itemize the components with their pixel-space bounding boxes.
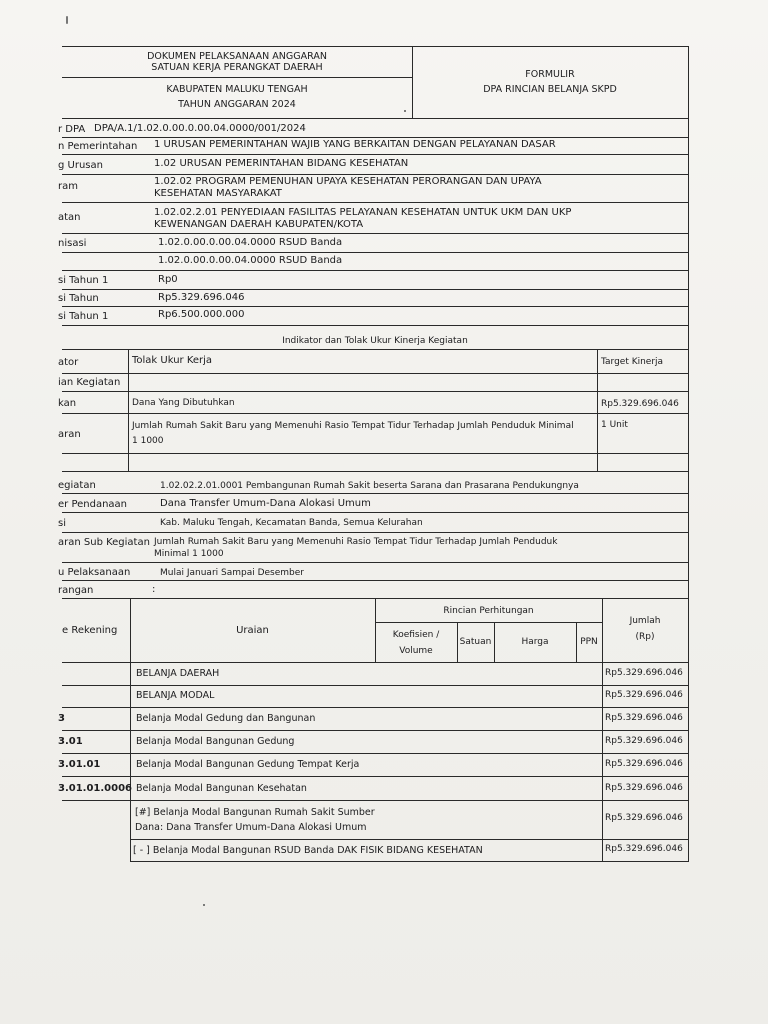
detail-row-uraian: BELANJA MODAL xyxy=(136,690,215,701)
waktu-pelaksanaan-value: Mulai Januari Sampai Desember xyxy=(160,568,304,578)
alokasi-tahun-value: Rp5.329.696.046 xyxy=(158,292,245,303)
alokasi-tahun-plus-label: si Tahun 1 xyxy=(58,311,109,322)
alokasi-tahun-minus-value: Rp0 xyxy=(158,274,178,285)
detail-row-jumlah: Rp5.329.696.046 xyxy=(605,736,683,746)
lokasi-value: Kab. Maluku Tengah, Kecamatan Banda, Semua Kelurahan xyxy=(160,518,423,528)
program-value-line1: 1.02.02 PROGRAM PEMENUHAN UPAYA KESEHATAN PERORANGAN DAN UPAYA xyxy=(154,176,542,187)
rule xyxy=(412,46,413,118)
detail-row-jumlah: Rp5.329.696.046 xyxy=(605,690,683,700)
rule xyxy=(688,325,689,471)
rule xyxy=(62,562,688,563)
rincian-col-header: Rincian Perhitungan xyxy=(443,606,534,616)
rule xyxy=(62,580,688,581)
rule xyxy=(62,753,688,754)
keluaran-tolak-ukur-line1: Jumlah Rumah Sakit Baru yang Memenuhi Rasio Tempat Tidur Terhadap Jumlah Penduduk Minimal xyxy=(132,421,574,431)
rule xyxy=(62,730,688,731)
indikator-col-header: ator xyxy=(58,357,79,368)
keluaran-sub-kegiatan-line1: Jumlah Rumah Sakit Baru yang Memenuhi Rasio Tempat Tidur Terhadap Jumlah Penduduk xyxy=(154,537,558,547)
urusan-pemerintahan-label: n Pemerintahan xyxy=(58,141,138,152)
organisasi-value: 1.02.0.00.0.00.04.0000 RSUD Banda xyxy=(158,237,343,248)
rule xyxy=(688,471,689,598)
alokasi-tahun-plus-value: Rp6.500.000.000 xyxy=(158,309,245,320)
urusan-pemerintahan-value: 1 URUSAN PEMERINTAHAN WAJIB YANG BERKAITAN DENGAN PELAYANAN DASAR xyxy=(154,139,556,150)
rule xyxy=(597,349,598,471)
rule xyxy=(62,413,688,414)
unit-value: 1.02.0.00.0.00.04.0000 RSUD Banda xyxy=(158,255,343,266)
fiscal-year: TAHUN ANGGARAN 2024 xyxy=(178,99,296,110)
form-label: FORMULIR xyxy=(525,69,575,80)
doc-title-line2: SATUAN KERJA PERANGKAT DAERAH xyxy=(151,62,323,73)
detail-row-uraian: Belanja Modal Gedung dan Bangunan xyxy=(136,713,316,724)
rule xyxy=(62,306,688,307)
rule xyxy=(62,46,688,47)
kode-rekening-col-header: e Rekening xyxy=(62,625,118,636)
detail-row-kode: 3 xyxy=(58,713,65,724)
alokasi-tahun-minus-label: si Tahun 1 xyxy=(58,275,109,286)
rule xyxy=(62,252,688,253)
jumlah-col-header-line2: (Rp) xyxy=(635,632,655,642)
detail-row-jumlah: Rp5.329.696.046 xyxy=(605,759,683,769)
rule xyxy=(62,373,688,374)
speck xyxy=(404,110,406,112)
item-jumlah: Rp5.329.696.046 xyxy=(605,844,683,854)
rule xyxy=(130,861,688,862)
detail-row-kode: 3.01 xyxy=(58,736,83,747)
program-value-line2: KESEHATAN MASYARAKAT xyxy=(154,188,282,199)
detail-row-uraian: BELANJA DAERAH xyxy=(136,668,220,679)
rule xyxy=(62,685,688,686)
rule xyxy=(62,391,688,392)
detail-row-jumlah: Rp5.329.696.046 xyxy=(605,783,683,793)
kegiatan-value-line1: 1.02.02.2.01 PENYEDIAAN FASILITAS PELAYANAN KESEHATAN UNTUK UKM DAN UKP xyxy=(154,207,572,218)
masukan-label: kan xyxy=(58,398,77,409)
rule xyxy=(62,532,688,533)
satuan-col-header: Satuan xyxy=(459,637,492,647)
item-line: [ - ] Belanja Modal Bangunan RSUD Banda DAK FISIK BIDANG KESEHATAN xyxy=(133,845,483,856)
region-name: KABUPATEN MALUKU TENGAH xyxy=(166,84,308,95)
rule xyxy=(375,622,602,623)
speck xyxy=(203,904,205,906)
rule xyxy=(62,453,688,454)
rule xyxy=(62,202,688,203)
detail-row-kode: 3.01.01.0006 xyxy=(58,783,133,794)
sumber-pendanaan-value: Dana Transfer Umum-Dana Alokasi Umum xyxy=(160,498,371,509)
rule xyxy=(62,289,688,290)
ppn-col-header: PPN xyxy=(580,637,598,647)
capaian-kegiatan-label: ian Kegiatan xyxy=(58,377,121,388)
rule xyxy=(62,776,688,777)
kegiatan-label: atan xyxy=(58,212,81,223)
rule xyxy=(62,662,688,663)
rule xyxy=(62,118,688,119)
koefisien-col-header-line2: Volume xyxy=(399,646,433,656)
sub-kegiatan-label: egiatan xyxy=(58,480,96,491)
detail-row-jumlah: Rp5.329.696.046 xyxy=(605,713,683,723)
rule xyxy=(62,174,688,175)
keterangan-value: : xyxy=(152,584,156,595)
keluaran-target: 1 Unit xyxy=(601,420,628,430)
alokasi-tahun-label: si Tahun xyxy=(58,293,99,304)
detail-row-uraian: Belanja Modal Bangunan Kesehatan xyxy=(136,783,307,794)
sub-kegiatan-value: 1.02.02.2.01.0001 Pembangunan Rumah Sakit beserta Sarana dan Prasarana Pendukungnya xyxy=(160,481,579,491)
kegiatan-value-line2: KEWENANGAN DAERAH KABUPATEN/KOTA xyxy=(154,219,364,230)
tolak-ukur-col-header: Tolak Ukur Kerja xyxy=(132,355,213,366)
doc-title-line1: DOKUMEN PELAKSANAAN ANGGARAN xyxy=(147,51,327,62)
keluaran-tolak-ukur-line2: 1 1000 xyxy=(132,436,164,446)
rule xyxy=(128,349,129,471)
indicator-section-title: Indikator dan Tolak Ukur Kinerja Kegiatan xyxy=(282,336,468,346)
target-kinerja-col-header: Target Kinerja xyxy=(601,357,664,367)
masukan-tolak-ukur: Dana Yang Dibutuhkan xyxy=(132,398,235,408)
keluaran-sub-kegiatan-line2: Minimal 1 1000 xyxy=(154,549,224,559)
detail-row-uraian: Belanja Modal Bangunan Gedung Tempat Kerja xyxy=(136,759,360,770)
group-line1: [#] Belanja Modal Bangunan Rumah Sakit Sumber xyxy=(135,807,375,818)
lokasi-label: si xyxy=(58,518,66,529)
waktu-pelaksanaan-label: u Pelaksanaan xyxy=(58,567,131,578)
rule xyxy=(62,512,688,513)
group-line2: Dana: Dana Transfer Umum-Dana Alokasi Umum xyxy=(135,822,367,833)
rule xyxy=(62,325,688,326)
rule xyxy=(62,137,688,138)
harga-col-header: Harga xyxy=(521,637,549,647)
rule xyxy=(62,349,688,350)
program-label: ram xyxy=(58,181,78,192)
rule xyxy=(62,77,412,78)
rule xyxy=(62,471,688,472)
bidang-urusan-label: g Urusan xyxy=(58,160,103,171)
jumlah-col-header-line1: Jumlah xyxy=(629,616,661,626)
rule xyxy=(62,233,688,234)
rule xyxy=(688,118,689,325)
rule xyxy=(688,46,689,118)
keluaran-label: aran xyxy=(58,429,81,440)
masukan-target: Rp5.329.696.046 xyxy=(601,399,679,409)
organisasi-label: nisasi xyxy=(58,238,87,249)
detail-row-jumlah: Rp5.329.696.046 xyxy=(605,668,683,678)
rule xyxy=(62,800,688,801)
no-dpa-label: r DPA xyxy=(58,124,86,135)
sumber-pendanaan-label: er Pendanaan xyxy=(58,499,128,510)
speck xyxy=(66,16,68,24)
detail-row-uraian: Belanja Modal Bangunan Gedung xyxy=(136,736,295,747)
form-name: DPA RINCIAN BELANJA SKPD xyxy=(483,84,617,95)
keterangan-label: rangan xyxy=(58,585,94,596)
rule xyxy=(62,493,688,494)
koefisien-col-header-line1: Koefisien / xyxy=(392,630,440,640)
rule xyxy=(130,839,688,840)
rule xyxy=(62,707,688,708)
bidang-urusan-value: 1.02 URUSAN PEMERINTAHAN BIDANG KESEHATAN xyxy=(154,158,409,169)
rule xyxy=(688,598,689,862)
keluaran-sub-kegiatan-label: aran Sub Kegiatan xyxy=(58,537,150,548)
uraian-col-header: Uraian xyxy=(236,625,269,636)
detail-row-kode: 3.01.01 xyxy=(58,759,101,770)
no-dpa-value: DPA/A.1/1.02.0.00.0.00.04.0000/001/2024 xyxy=(94,123,306,134)
rule xyxy=(62,270,688,271)
rule xyxy=(62,154,688,155)
group-jumlah: Rp5.329.696.046 xyxy=(605,813,683,823)
